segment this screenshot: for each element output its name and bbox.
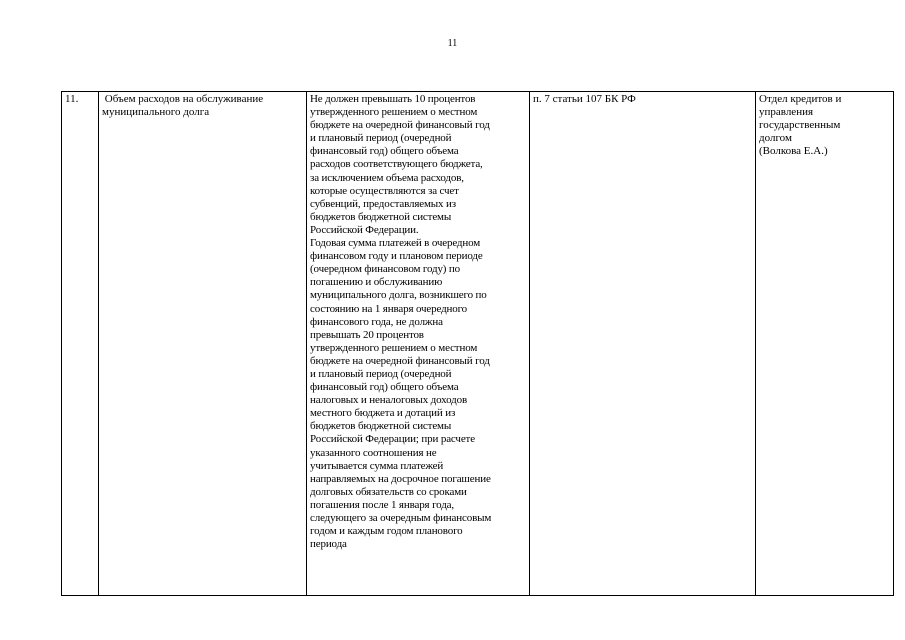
text-line: (Волкова Е.А.): [759, 145, 828, 158]
text-line: утвержденного решением о местном: [310, 341, 478, 354]
text-line: долгом: [759, 132, 792, 145]
text-line: бюджетов бюджетной системы: [310, 420, 452, 433]
text-line: и плановый период (очередной: [310, 367, 452, 380]
text-line: местного бюджета и дотаций из: [310, 407, 456, 420]
text-line: финансового года, не должна: [310, 315, 443, 328]
row-reference: п. 7 статьи 107 БК РФ: [533, 93, 636, 105]
text-line: Годовая сумма платежей в очередном: [310, 237, 481, 250]
text-line: Российской Федерации; при расчете: [310, 433, 475, 446]
text-line: направляемых на досрочное погашение: [310, 472, 491, 485]
text-line: муниципального долга, возникшего по: [310, 289, 487, 302]
text-line: управления: [759, 106, 814, 119]
row-number: 11.: [65, 93, 79, 105]
row-department: [759, 93, 890, 158]
text-line: Отдел кредитов и: [759, 93, 842, 105]
text-line: налоговых и неналоговых доходов: [310, 394, 467, 407]
text-line: погашению и обслуживанию: [310, 276, 443, 289]
text-line: годом и каждым годом планового: [310, 525, 463, 538]
text-line: следующего за очередным финансовым: [310, 512, 492, 524]
text-line: финансовый год) общего объема: [310, 145, 459, 158]
text-line: Не должен превышать 10 процентов: [310, 93, 476, 105]
text-line: состоянию на 1 января очередного: [310, 302, 468, 315]
text-line: за исключением объема расходов,: [310, 171, 464, 184]
text-line: которые осуществляются за счет: [310, 184, 459, 197]
row-reference-cell: [530, 92, 756, 596]
page-number: 11: [447, 38, 458, 49]
text-line: учитывается сумма платежей: [310, 459, 444, 472]
row-department-cell: [756, 92, 894, 596]
row-description-cell: [307, 92, 530, 596]
text-line: погашения после 1 января года,: [310, 498, 454, 511]
row-number-cell: [62, 92, 99, 596]
text-line: расходов соответствующего бюджета,: [310, 158, 483, 171]
text-line: и плановый период (очередной: [310, 132, 452, 145]
text-line: государственным: [759, 119, 841, 132]
text-line: указанного соотношения не: [310, 446, 437, 459]
text-line: Российской Федерации.: [310, 223, 419, 236]
text-line: финансовый год) общего объема: [310, 381, 459, 394]
text-line: долговых обязательств со сроками: [310, 485, 467, 498]
row-description: [310, 93, 526, 551]
text-line: утвержденного решением о местном: [310, 106, 478, 119]
text-line: бюджетов бюджетной системы: [310, 210, 452, 223]
text-line: бюджете на очередной финансовый год: [310, 354, 490, 367]
table-row: [62, 92, 894, 596]
text-line: (очередном финансовом году) по: [310, 263, 461, 276]
text-line: финансовом году и плановом периоде: [310, 250, 483, 263]
row-name: Объем расходов на обслуживание муниципального долга: [102, 93, 266, 119]
text-line: периода: [310, 538, 347, 551]
text-line: бюджете на очередной финансовый год: [310, 119, 490, 132]
text-line: превышать 20 процентов: [310, 328, 424, 341]
regulation-table: [61, 91, 894, 596]
row-name-cell: [99, 92, 307, 596]
text-line: субвенций, предоставляемых из: [310, 197, 456, 210]
